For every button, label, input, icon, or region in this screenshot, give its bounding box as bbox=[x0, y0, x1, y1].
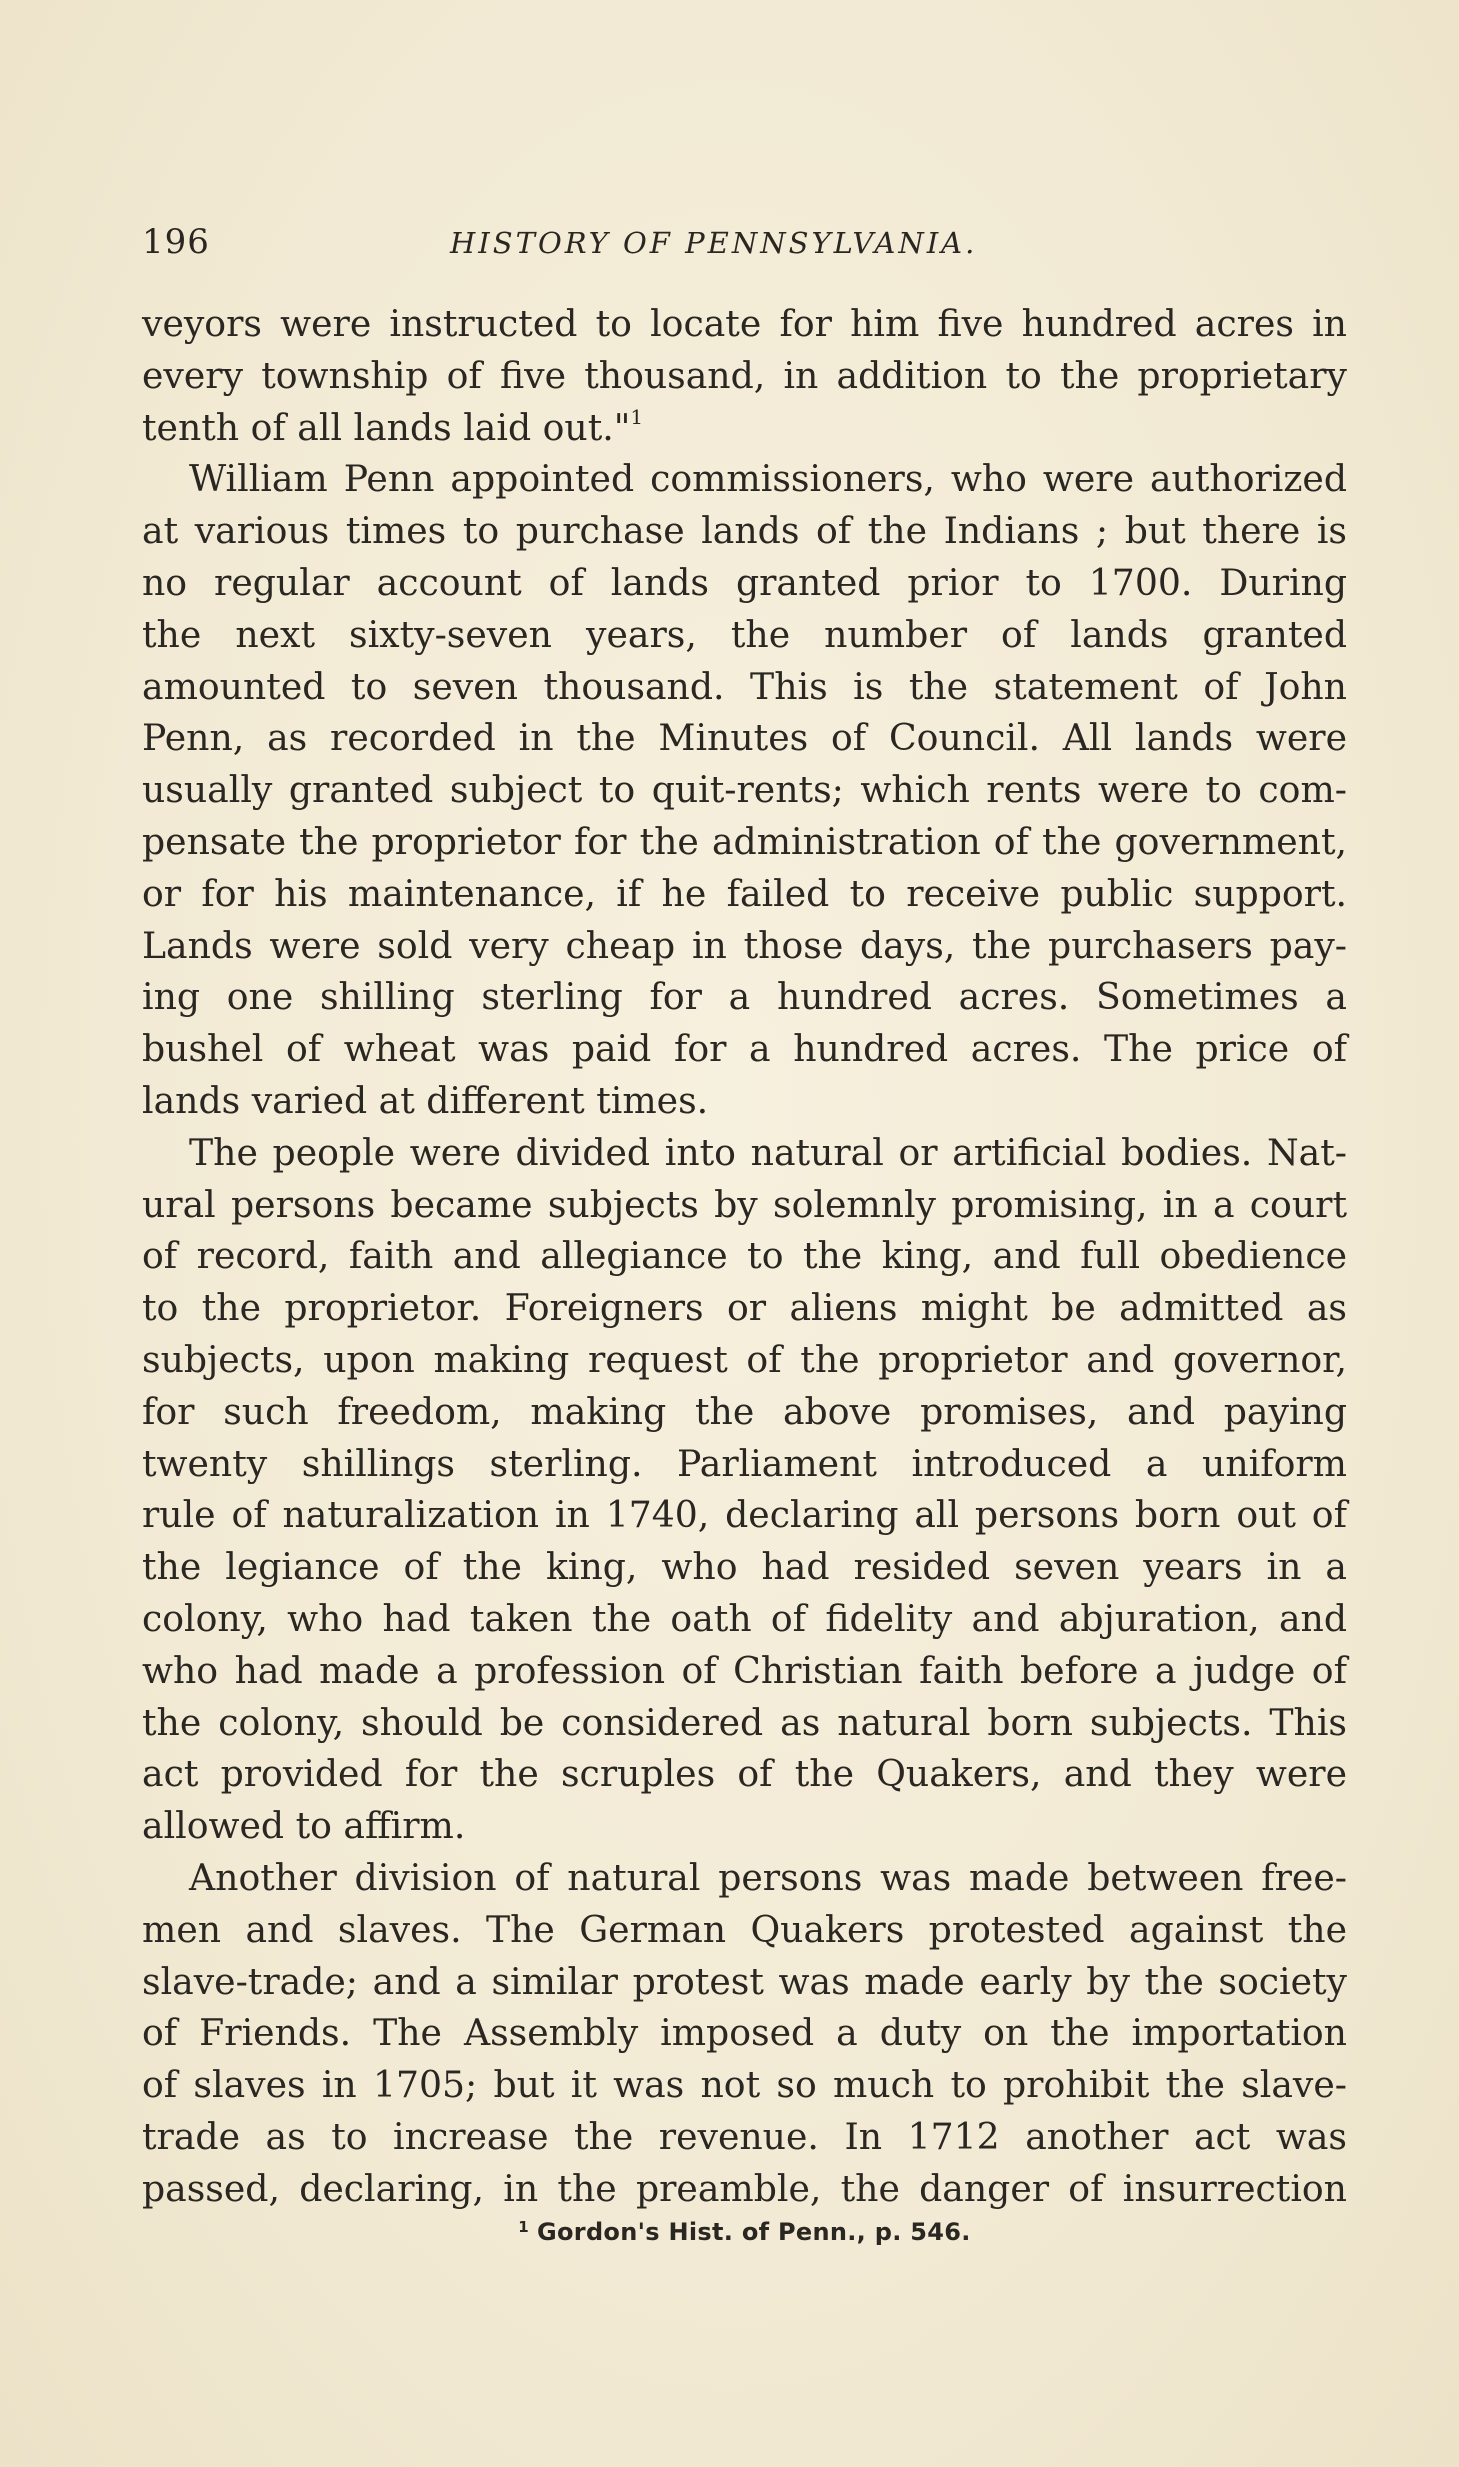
text-line: men and slaves. The German Quakers protested against the bbox=[142, 1907, 1347, 1951]
text-line: trade as to increase the revenue. In 1712 another act was bbox=[142, 2114, 1347, 2158]
footnote-reference: 1 bbox=[630, 404, 644, 429]
text-line: Another division of natural persons was made between free- bbox=[189, 1855, 1347, 1899]
text-line: pensate the proprietor for the administration of the government, bbox=[142, 819, 1347, 863]
text-line: allowed to affirm. bbox=[142, 1804, 466, 1848]
text-line: ing one shilling sterling for a hundred acres. Sometimes a bbox=[142, 975, 1347, 1019]
page-header bbox=[142, 222, 1347, 272]
text-line: usually granted subject to quit-rents; which rents were to com- bbox=[142, 768, 1347, 812]
text-line: The people were divided into natural or artificial bodies. Nat- bbox=[189, 1130, 1347, 1174]
text-line: rule of naturalization in 1740, declaring all persons born out of bbox=[142, 1493, 1347, 1537]
running-head: HISTORY OF PENNSYLVANIA. bbox=[450, 226, 978, 260]
paragraph bbox=[142, 1852, 1347, 2215]
text-line: passed, declaring, in the preamble, the danger of insurrection bbox=[142, 2166, 1347, 2210]
text-line: of slaves in 1705; but it was not so much to prohibit the slave- bbox=[142, 2063, 1347, 2107]
text-line: bushel of wheat was paid for a hundred acres. The price of bbox=[142, 1027, 1347, 1071]
text-line: the legiance of the king, who had resided seven years in a bbox=[142, 1545, 1347, 1589]
text-line: lands varied at different times. bbox=[142, 1078, 709, 1122]
text-line: subjects, upon making request of the proprietor and governor, bbox=[142, 1337, 1347, 1381]
text-line: of record, faith and allegiance to the king, and full obedience bbox=[142, 1234, 1347, 1278]
text-line: veyors were instructed to locate for him five hundred acres in bbox=[142, 302, 1347, 345]
text-line: the next sixty-seven years, the number of lands granted bbox=[142, 612, 1347, 656]
text-line: Lands were sold very cheap in those days, the purchasers pay- bbox=[142, 923, 1347, 967]
text-line: twenty shillings sterling. Parliament introduced a uniform bbox=[142, 1441, 1347, 1485]
text-line: act provided for the scruples of the Quakers, and they were bbox=[142, 1752, 1347, 1796]
footnote-marker: 1 bbox=[518, 2218, 530, 2236]
body-text bbox=[142, 298, 1347, 2214]
text-line: ural persons became subjects by solemnly promising, in a court bbox=[142, 1182, 1347, 1226]
text-line bbox=[142, 402, 1347, 454]
text-line: of Friends. The Assembly imposed a duty on the importation bbox=[142, 2011, 1347, 2055]
text-line: for such freedom, making the above promises, and paying bbox=[142, 1389, 1347, 1433]
text-line: slave-trade; and a similar protest was made early by the society bbox=[142, 1959, 1347, 2003]
paragraph bbox=[142, 453, 1347, 1126]
text-line: every township of five thousand, in addition to the proprietary bbox=[142, 353, 1347, 397]
text-line: the colony, should be considered as natural born subjects. This bbox=[142, 1700, 1347, 1744]
footnote-text: Gordon's Hist. of Penn., p. 546. bbox=[537, 2218, 971, 2246]
text-line: amounted to seven thousand. This is the statement of John bbox=[142, 664, 1347, 708]
text-line: colony, who had taken the oath of fidelity and abjuration, and bbox=[142, 1596, 1347, 1640]
text-line: no regular account of lands granted prior to 1700. During bbox=[142, 560, 1347, 604]
page-number: 196 bbox=[142, 222, 210, 262]
paragraph bbox=[142, 298, 1347, 453]
text-line: William Penn appointed commissioners, who were authorized bbox=[189, 457, 1347, 501]
text-line: or for his maintenance, if he failed to receive public support. bbox=[142, 871, 1347, 915]
text-line: to the proprietor. Foreigners or aliens might be admitted as bbox=[142, 1286, 1347, 1330]
text-line: at various times to purchase lands of the Indians ; but there is bbox=[142, 509, 1347, 553]
paragraph bbox=[142, 1127, 1347, 1852]
text-line-content: tenth of all lands laid out." bbox=[142, 405, 631, 449]
footnote bbox=[142, 2218, 1347, 2246]
text-line: who had made a profession of Christian faith before a judge of bbox=[142, 1648, 1347, 1692]
text-line: Penn, as recorded in the Minutes of Council. All lands were bbox=[142, 716, 1347, 760]
